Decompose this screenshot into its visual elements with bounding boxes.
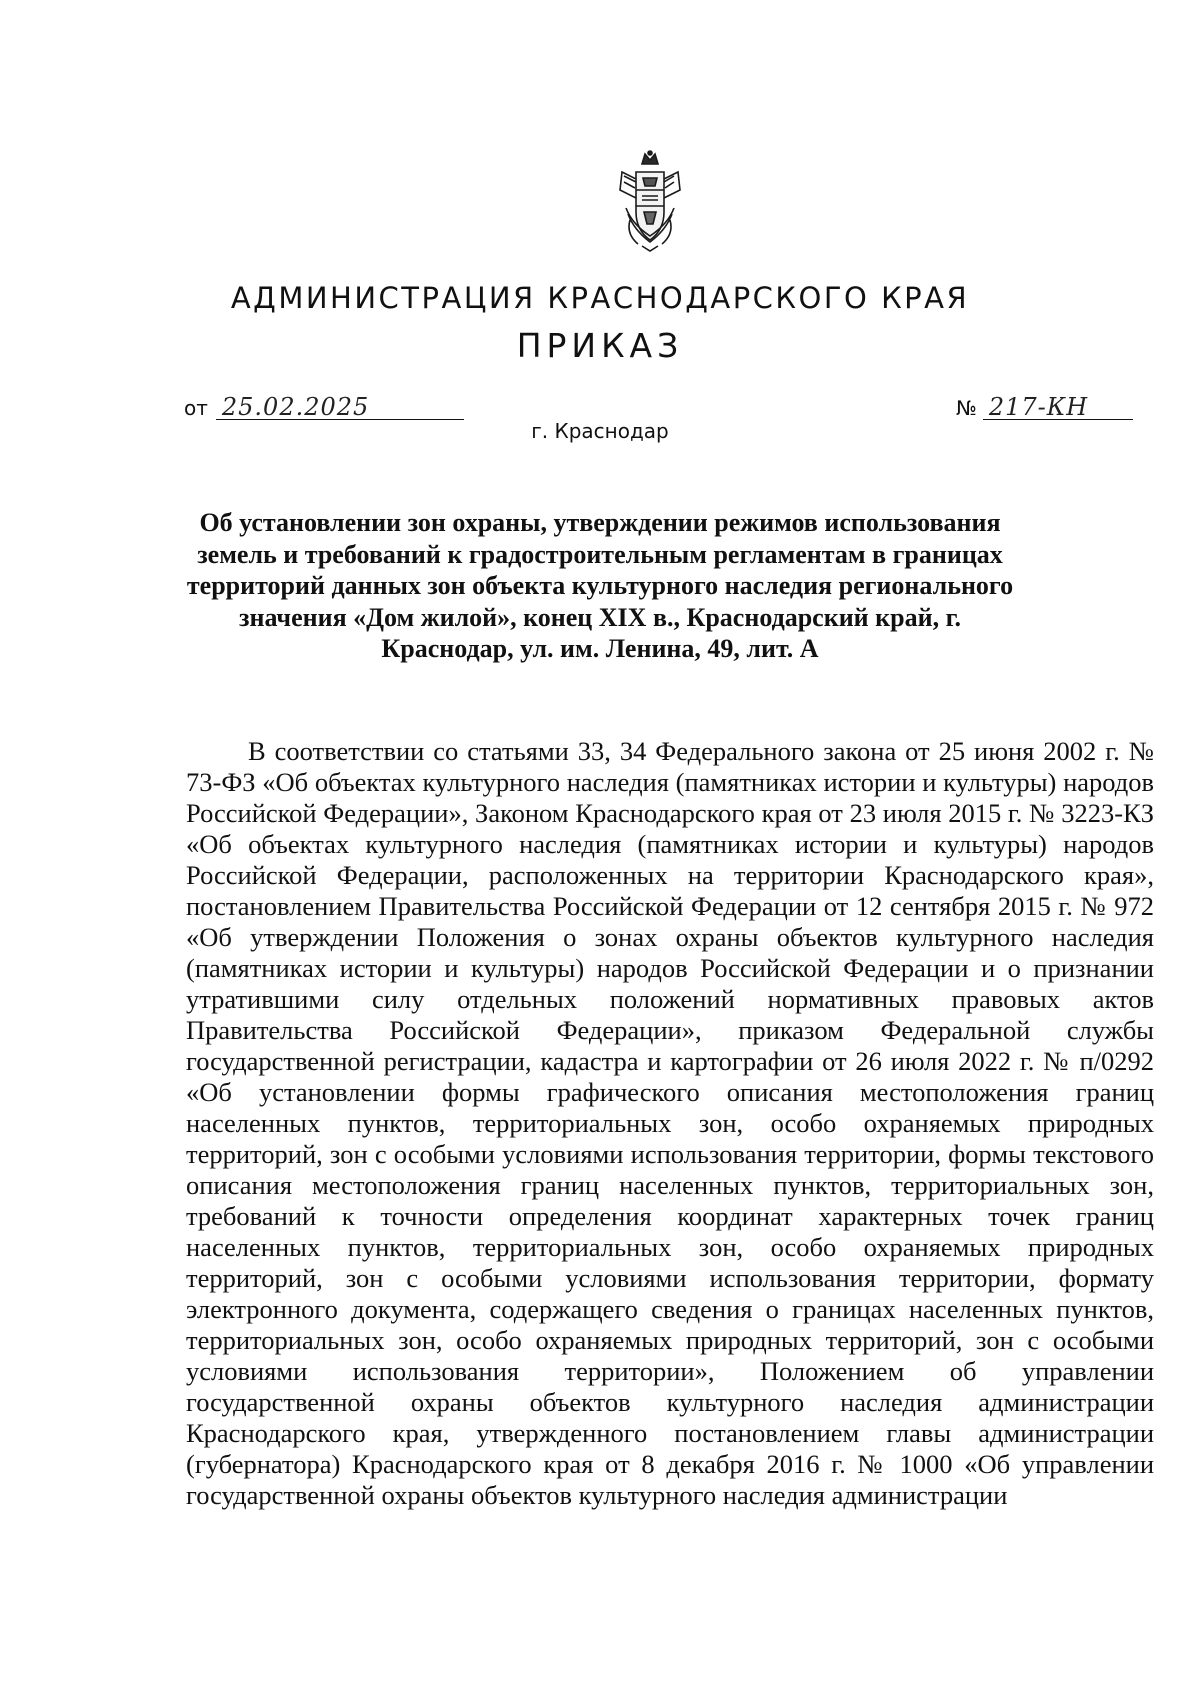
document-heading: Об установлении зон охраны, утверждении режимов использования земель и требований к градостроительным регламентам в границах территорий данных зон объекта культурного наследия регионального значения «Дом жилой», конец XIX в., Краснодарский край, г. Краснодар, ул. им. Ленина, 49, лит. А [186,508,1014,663]
date-prefix: от [184,396,208,420]
organization-title: АДМИНИСТРАЦИЯ КРАСНОДАРСКОГО КРАЯ [230,281,970,315]
document-type: ПРИКАЗ [516,326,684,365]
coat-of-arms-icon [612,150,688,254]
city: г. Краснодар [531,419,669,443]
number-block [956,395,1133,420]
number-prefix: № [956,396,977,420]
date-value: 25.02.2025 [216,395,464,420]
body-paragraph: В соответствии со статьями 33, 34 Федерального закона от 25 июня 2002 г. № 73-ФЗ «Об объектах культурного наследия (памятниках истории и культуры) народов Российской Федерации», Законом Краснодарского края от 23 июля 2015 г. № 3223-КЗ «Об объектах культурного наследия (памятниках истории и культуры) народов Российской Федерации, расположенных на территории Краснодарского края», постановлением Правительства Российской Федерации от 12 сентября 2015 г. № 972 «Об утверждении Положения о зонах охраны объектов культурного наследия (памятниках истории и культуры) народов Российской Федерации и о признании утратившими силу отдельных положений нормативных правовых актов Правительства Российской Федерации», приказом Федеральной службы государственной регистрации, кадастра и картографии от 26 июля 2022 г. № п/0292 «Об установлении формы графического описания местоположения границ населенных пунктов, территориальных зон, особо охраняемых природных территорий, зон с особыми условиями использования территории, формы текстового описания местоположения границ населенных пунктов, территориальных зон, требований к точности определения координат характерных точек границ населенных пунктов, территориальных зон, особо охраняемых природных территорий, зон с особыми условиями использования территории, формату электронного документа, содержащего сведения о границах населенных пунктов, территориальных зон, особо охраняемых природных территорий, зон с особыми условиями использования территории», Положением об управлении государственной охраны объектов культурного наследия администрации Краснодарского края, утвержденного постановлением главы администрации (губернатора) Краснодарского края от 8 декабря 2016 г. № 1000 «Об управлении государственной охраны объектов культурного наследия администрации [186,736,1154,1510]
number-value: 217-КН [983,395,1133,420]
date-block [184,395,464,420]
